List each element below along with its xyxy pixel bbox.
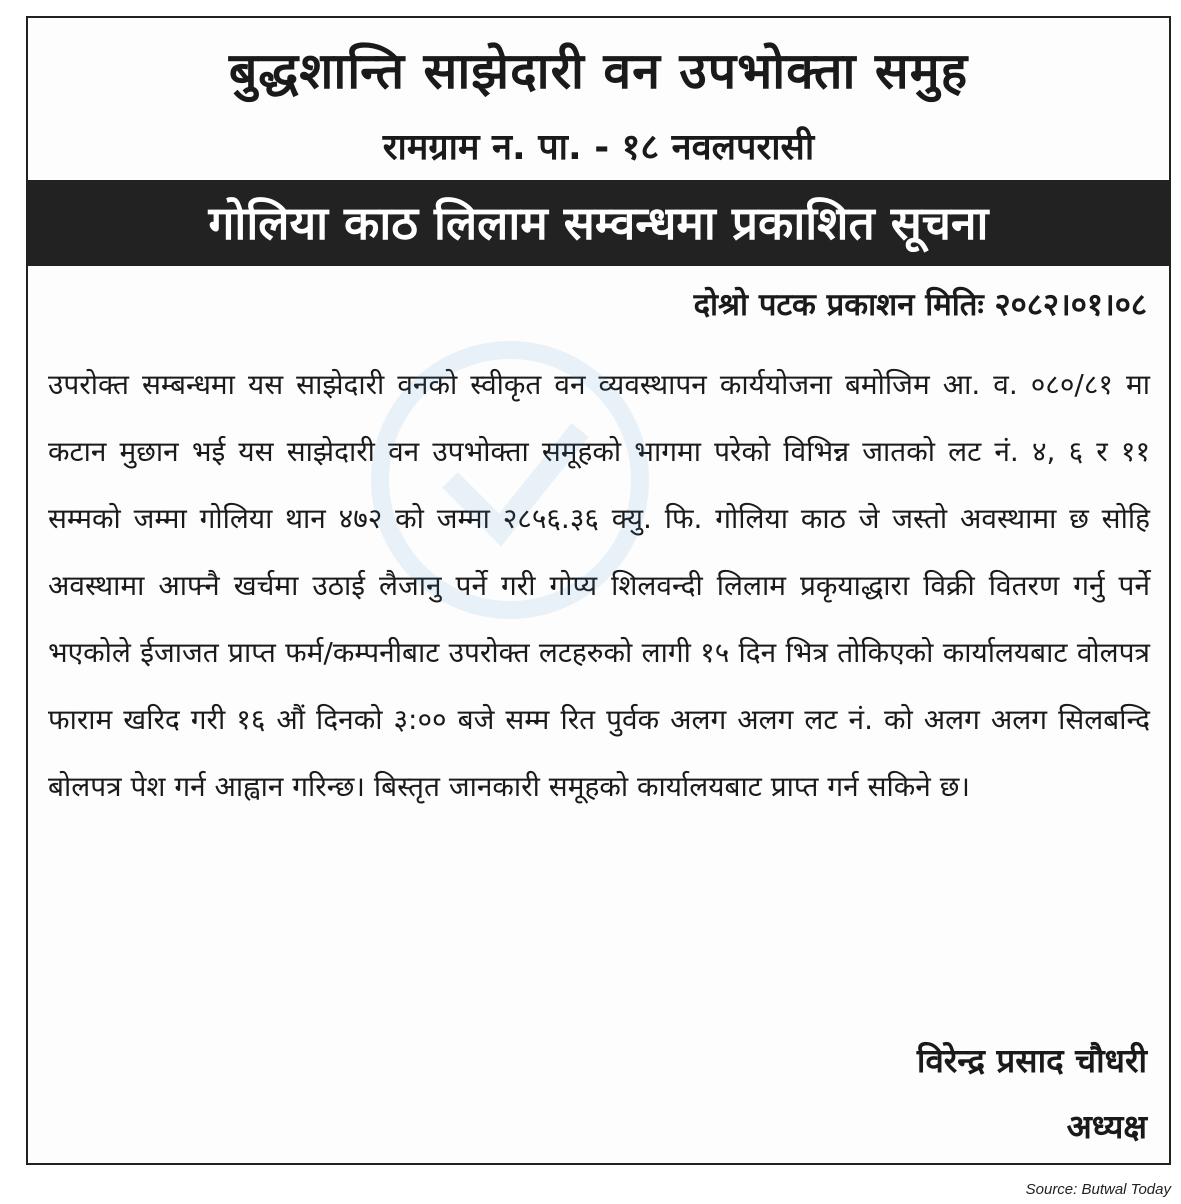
- signatory-name: विरेन्द्र प्रसाद चौधरी: [916, 1041, 1147, 1080]
- publication-date: दोश्रो पटक प्रकाशन मितिः २०८२।०१।०८: [693, 287, 1147, 323]
- organization-name: बुद्धशान्ति साझेदारी वन उपभोक्ता समुह: [228, 42, 969, 100]
- notice-title: गोलिया काठ लिलाम सम्वन्धमा प्रकाशित सूचना: [208, 196, 989, 250]
- notice-title-bar: [28, 180, 1169, 266]
- signatory-title: अध्यक्ष: [1066, 1107, 1147, 1146]
- organization-address: रामग्राम न. पा. - १८ नवलपरासी: [382, 127, 815, 168]
- source-credit: Source: Butwal Today: [1025, 1181, 1171, 1198]
- notice-body: उपरोक्त सम्बन्धमा यस साझेदारी वनको स्वीकृत वन व्यवस्थापन कार्ययोजना बमोजिम आ. व. ०८०/८१ मा कटान मुछान भई यस साझेदारी वन उपभोक्ता समूहको भागमा परेको विभिन्न जातको लट नं. ४, ६ र ११ सम्मको जम्मा गोलिया थान ४७२ को जम्मा २८५६.३६ क्यु. फि. गोलिया काठ जे जस्तो अवस्थामा छ सोहि अवस्थामा आफ्नै खर्चमा उठाई लैजानु पर्ने गरी गोप्य शिलवन्दी लिलाम प्रकृयाद्धारा विक्री वितरण गर्नु पर्ने भएकोले ईजाजत प्राप्त फर्म/कम्पनीबाट उपरोक्त लटहरुको लागी १५ दिन भित्र तोकिएको कार्यालयबाट वोलपत्र फाराम खरिद गरी १६ औं दिनको ३:०० बजे सम्म रित पुर्वक अलग अलग लट नं. को अलग अलग सिलबन्दि बोलपत्र पेश गर्न आह्वान गरिन्छ। बिस्तृत जानकारी समूहको कार्यालयबाट प्राप्त गर्न सकिने छ।: [48, 368, 1150, 803]
- notice-frame: [26, 16, 1171, 1165]
